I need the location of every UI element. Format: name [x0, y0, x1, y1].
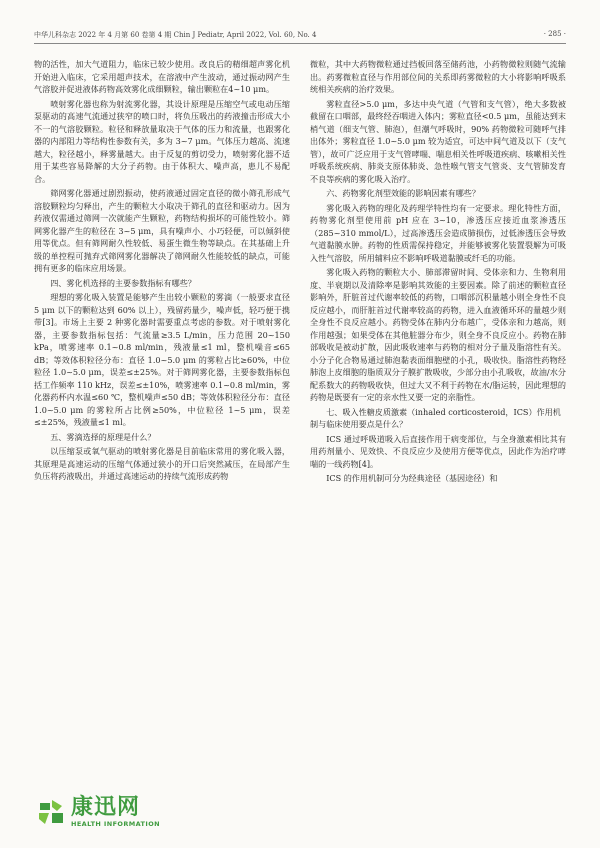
paragraph: 雾化吸入药物的颗粒大小、肺部滞留时间、受体亲和力、生物利用度、半衰期以及清除率是影响其效能的主要因素。除了前述的颗粒直径影响外，肝脏首过代谢率较低的药物，口咽部沉积量越小则全身性不良反应越小，而肝脏首过代谢率较高的药物，进入血液循环环的量越少则全身性不良反应越小。药物受体在肺内分布越广，受体亲和力越高，则作用越强；如果受体在其他脏器分布少，则全身不良反应小。药物在肺部吸收是被动扩散，因此吸收速率与药物的相对分子量及脂溶性有关。小分子化合物易通过肺泡黏表面细胞壁的小孔，吸收快。脂溶性药物经肺泡上皮细胞的脂质双分子膜扩散吸收，少部分由小孔吸收，故油/水分配系数大的药物吸收快，但过大又不利于药物在水/脂运转，因此理想的药物是既要有一定的亲水性又要一定的亲脂性。 — [310, 267, 566, 402]
right-column — [310, 58, 566, 758]
paragraph: 雾粒直径>5.0 μm，多达中央气道（气管和支气管），绝大多数被截留在口咽部，最终经吞咽进入体内；雾粒直径<0.5 μm，虽能达到末梢气道（细支气管、肺泡），但潮气呼吸时，90% 药物微粒可随呼气排出体外；雾粒直径 1.0~5.0 μm 较为适宜，可达中间气道及以下（支气管），故可广泛应用于支气管哮喘、喘息相关性呼吸道疾病、咳嗽相关性呼吸系统疾病、肺炎支原体肺炎、急性喉气管支气管炎、支气管肺发育不良等疾病的雾化吸入治疗。 — [310, 98, 566, 184]
site-logo — [36, 796, 160, 828]
paragraph: 理想的雾化吸入装置是能够产生出较小颗粒的雾滴（一般要求直径 5 μm 以下的颗粒达到 60% 以上），残留药量少，噪声低，轻巧便于携带[3]。市场上主要 2 种雾化器时需要重点考虑的参数。对于喷射雾化器，主要参数指标包括：气流量≥3.5 L/min，压力范围 20~150 kPa，喷雾速率 0.1~0.8 ml/min，残液量≤1 ml，整机噪音≤65 dB；等效体积粒径分布：直径 1.0~5.0 μm 的雾粒占比≥60%，中位粒径 1.0~5.0 μm，误差≤±25%。对于筛网雾化器，主要参数指标包括工作频率 110 kHz，误差≤±10%，喷雾速率 0.1~0.8 ml/min，雾化器药杯内水温≤60 ℃，整机噪声≤50 dB；等效体积粒径分布：直径 1.0~5.0 μm 的雾粒所占比例≥50%，中位粒径 1~5 μm，误差≤±25%，残液量≤1 ml。 — [34, 292, 290, 427]
section-heading: 四、雾化机选择的主要参数指标有哪些？ — [50, 277, 196, 288]
paragraph: 物的活性，加大气道阻力，临床已较少使用。改良后的精细超声雾化机开始进入临床，它采用超声技术，在溶液中产生波动，通过振动网产生气溶胶并促进液体药物高效雾化成细颗粒，输出颗粒在4~10 μm。 — [34, 59, 290, 94]
paragraph: ICS 的作用机制可分为经典途径（基因途径）和 — [326, 473, 498, 483]
left-column — [34, 58, 290, 758]
journal-citation: 中华儿科杂志 2022 年 4 月第 60 卷第 4 期 Chin J Pediatr, April 2022, Vol. 60, No. 4 — [34, 31, 317, 39]
page-header — [34, 30, 566, 44]
logo-tagline: HEALTH INFORMATION — [71, 820, 160, 828]
section-heading: 六、药物雾化剂型效能的影响因素有哪些？ — [326, 188, 480, 198]
section-heading: 五、雾滴选择的原理是什么？ — [50, 431, 156, 442]
paragraph: 雾化吸入药物的理化及药理学特性均有一定要求。理化特性方面，药物雾化剂型使用前 pH 应在 3~10，渗透压应接近血浆渗透压（285~310 mmol/L），过高渗透压会造成肺损伤，过低渗透压会导致气道黏膜水肿。药物的性质需保持稳定，并能够被雾化装置裂解为可吸入性气溶胶，所用辅料应不影响呼吸道黏膜或纤毛的功能。 — [310, 202, 566, 263]
logo-icon — [36, 797, 66, 827]
paragraph: 喷射雾化器也称为射流雾化器，其设计原理是压缩空气或电动压缩泵驱动的高速气流通过狭窄的喷口时，将负压吸出的药液撞击形成大小不一的气溶胶颗粒。粒径和释放量取决于气体的压力和流量，也跟雾化器的内部阻力等结构性参数有关，多为 3~7 μm。气体压力越高、流速越大，粒径越小，释雾量越大。由于反复的剪切受力，喷射雾化器不适用于某些容易降解的大分子药物。由于体积大、噪声高，患儿不易配合。 — [34, 98, 290, 184]
paragraph: 筛网雾化器通过剧烈振动，使药液通过固定直径的微小筛孔形成气溶胶颗粒均匀释出，产生的颗粒大小取决于筛孔的直径和驱动力。因为药液仅需通过筛网一次就能产生颗粒，药物结构损坏的可能性较小。筛网雾化器产生的粒径在 3~5 μm，具有噪声小、小巧轻便，可以倾斜使用等优点。但有筛网耐久性较低、易蛋生微生物等缺点。在其基础上升级的单控程可抛弃式筛网雾化器解决了筛网耐久性能较低的缺点，可能拥有更多的临床应用场景。 — [34, 188, 290, 273]
paragraph: 以压缩泵或氧气驱动的喷射雾化器是目前临床常用的雾化吸入器，其原理是高速运动的压缩气体通过狭小的开口后突然减压，在局部产生负压将药液吸出，并通过高速运动的持续气流形成药物 — [34, 446, 290, 481]
section-heading: 七、吸入性糖皮质激素（inhaled corticosteroid，ICS）作用机制与临床使用要点是什么？ — [310, 406, 561, 429]
paragraph: ICS 通过呼吸道吸入后直接作用于病变部位，与全身激素相比其有用药剂量小、见效快、不良反应少及使用方便等优点，因此作为治疗哮喘的一线药物[4]。 — [310, 433, 566, 469]
paragraph: 微粒，其中大药物微粒通过挡板回落至储药池，小药物微粒则随气流输出。药雾微粒直径与作用部位间的关系即药雾微粒的大小将影响呼吸系统相关疾病的治疗效果。 — [310, 59, 566, 94]
page-number: · 285 · — [543, 30, 566, 38]
article-body — [34, 58, 566, 758]
logo-wordmark: 康迅网 — [71, 795, 141, 820]
